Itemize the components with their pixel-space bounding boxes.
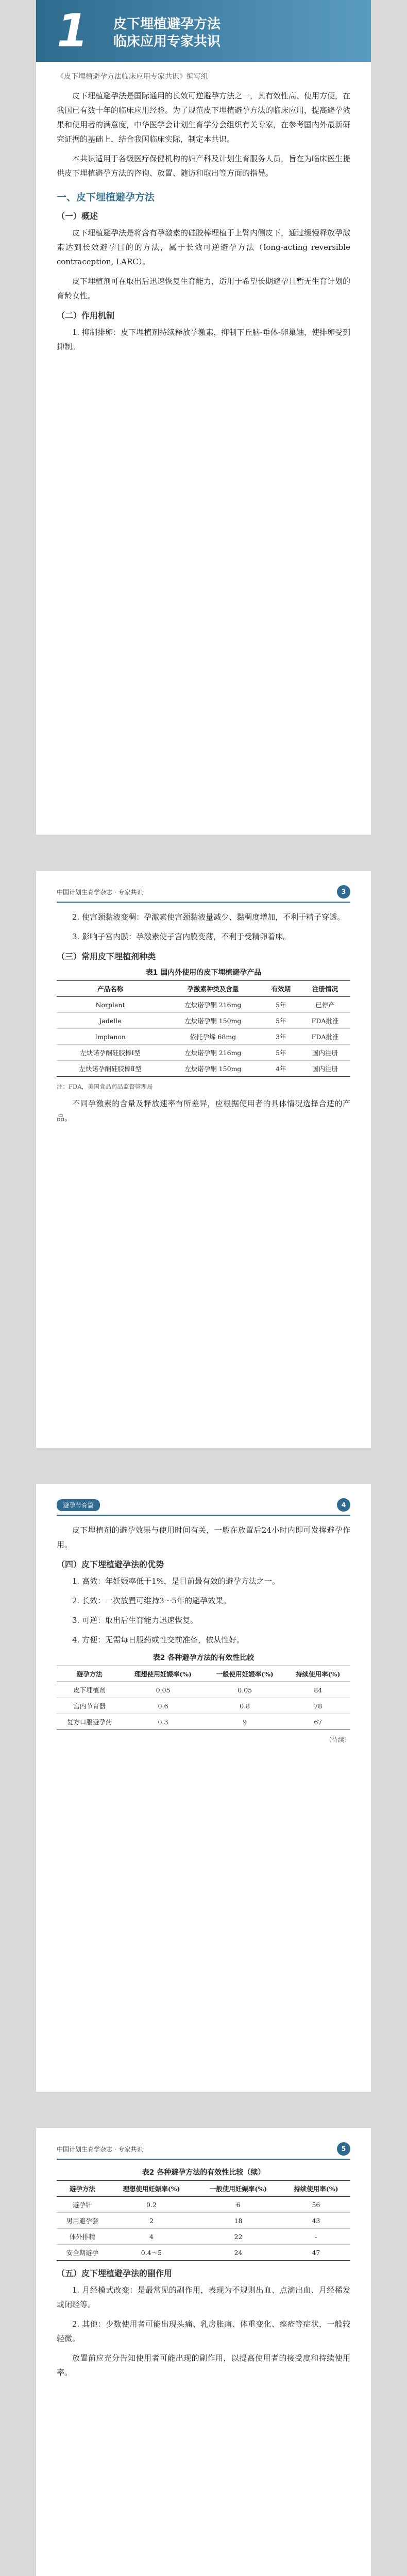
- subsection-heading: （三）常用皮下埋植剂种类: [57, 952, 156, 961]
- table-cell: 左炔诺孕酮 216mg: [164, 997, 262, 1013]
- table-cell: 78: [286, 1698, 350, 1714]
- page-number: 5: [337, 2142, 350, 2156]
- subsection-heading: （五）皮下埋植避孕法的副作用: [57, 2268, 173, 2278]
- table-cell: 47: [282, 2245, 350, 2261]
- table-cell: 已停产: [300, 997, 350, 1013]
- table-row: [57, 997, 350, 1013]
- table-header: 注册情况: [300, 981, 350, 997]
- paragraph: 2. 使宫颈黏液变稠：孕激素使宫颈黏液量减少、黏稠度增加，不利于精子穿透。: [72, 912, 345, 922]
- table-cell: 5年: [262, 1045, 300, 1061]
- page-number: 3: [337, 885, 350, 899]
- paragraph: 1. 抑制排卵：皮下埋植剂持续释放孕激素，抑制下丘脑-垂体-卵巢轴，使排卵受到抑制。: [57, 328, 350, 351]
- table-cell: 0.05: [204, 1682, 286, 1698]
- table-header: 产品名称: [57, 981, 164, 997]
- table-caption: 表2 各种避孕方法的有效性比较（续）: [142, 2168, 265, 2177]
- page-1: [36, 0, 371, 835]
- table-cell: FDA批准: [300, 1013, 350, 1029]
- effectiveness-table-continued: [57, 2180, 350, 2261]
- paragraph: 3. 影响子宫内膜：孕激素使子宫内膜变薄，不利于受精卵着床。: [72, 932, 291, 941]
- subsection-heading: （一）概述: [57, 211, 98, 221]
- subsection-heading: （四）皮下埋植避孕法的优势: [57, 1560, 164, 1569]
- table-cell: 体外排精: [57, 2229, 108, 2245]
- table-cell: 0.8: [204, 1698, 286, 1714]
- chapter-title: [113, 15, 221, 50]
- paragraph: 4. 方便：无需每日服药或性交前准备，依从性好。: [72, 1635, 245, 1645]
- table-note: 注：FDA，美国食品药品监督管理局: [57, 1083, 153, 1090]
- product-table: [57, 980, 350, 1077]
- table-cell: 5年: [262, 997, 300, 1013]
- table-cell: 9: [204, 1714, 286, 1730]
- table-cell: 宫内节育器: [57, 1698, 122, 1714]
- table-row: [57, 2197, 350, 2213]
- table-cell: 国内注册: [300, 1061, 350, 1077]
- table-row: [57, 1714, 350, 1730]
- paragraph: 1. 高效：年妊娠率低于1%，是目前最有效的避孕方法之一。: [72, 1577, 280, 1586]
- table-cell: 左炔诺孕酮 150mg: [164, 1013, 262, 1029]
- table-cell: 0.2: [108, 2197, 195, 2213]
- table-cell: 安全期避孕: [57, 2245, 108, 2261]
- table-cell: 皮下埋植剂: [57, 1682, 122, 1698]
- table-cell: 依托孕烯 68mg: [164, 1029, 262, 1045]
- table-cell: 左炔诺孕酮 216mg: [164, 1045, 262, 1061]
- table-cell: Norplant: [57, 997, 164, 1013]
- table-cell: 左炔诺孕酮 150mg: [164, 1061, 262, 1077]
- table-row: [57, 1698, 350, 1714]
- table-row: [57, 2213, 350, 2229]
- table-row: [57, 1029, 350, 1045]
- table-row: [57, 2229, 350, 2245]
- table-cell: 84: [286, 1682, 350, 1698]
- chapter-number: 1: [57, 4, 89, 57]
- table-cell: Implanon: [57, 1029, 164, 1045]
- table-header: 避孕方法: [57, 1666, 122, 1682]
- page-2: [36, 871, 371, 1448]
- table-cell: 男用避孕套: [57, 2213, 108, 2229]
- table-cell: 0.05: [122, 1682, 204, 1698]
- paragraph: 2. 其他：少数使用者可能出现头痛、乳房胀痛、体重变化、痤疮等症状，一般较轻微。: [57, 2319, 350, 2343]
- table-header: 一般使用妊娠率(%): [204, 1666, 286, 1682]
- subsection-heading: （二）作用机制: [57, 311, 115, 320]
- table-cell: 2: [108, 2213, 195, 2229]
- table-header: 避孕方法: [57, 2181, 108, 2197]
- title-line-1: 皮下埋植避孕方法: [113, 16, 221, 32]
- table-cell: 24: [195, 2245, 282, 2261]
- table-header: 有效期: [262, 981, 300, 997]
- table-row: [57, 1013, 350, 1029]
- table-cell: 4年: [262, 1061, 300, 1077]
- section-heading: 一、皮下埋植避孕方法: [57, 192, 155, 203]
- author-line: 《皮下埋植避孕方法临床应用专家共识》编写组: [57, 73, 208, 81]
- table-cell: 5年: [262, 1013, 300, 1029]
- table-cell: -: [282, 2229, 350, 2245]
- paragraph: 皮下埋植剂的避孕效果与使用时间有关，一般在放置后24小时内即可发挥避孕作用。: [57, 1526, 350, 1549]
- table-row: [57, 1682, 350, 1698]
- table-cell: 避孕针: [57, 2197, 108, 2213]
- page-number: 4: [337, 1498, 350, 1512]
- table-cell: 18: [195, 2213, 282, 2229]
- table-row: [57, 2245, 350, 2261]
- table-cell: 67: [286, 1714, 350, 1730]
- table-header: 持续使用率(%): [282, 2181, 350, 2197]
- page-3: [36, 1484, 371, 2092]
- table-cell: 左炔诺孕酮硅胶棒Ⅰ型: [57, 1045, 164, 1061]
- paragraph: 皮下埋植剂可在取出后迅速恢复生育能力，适用于希望长期避孕且暂无生育计划的育龄女性。: [57, 277, 351, 300]
- table-cell: 0.6: [122, 1698, 204, 1714]
- table-cell: 43: [282, 2213, 350, 2229]
- running-header-title: 中国计划生育学杂志 · 专家共识: [57, 888, 143, 896]
- table-header: 持续使用率(%): [286, 1666, 350, 1682]
- paragraph: 3. 可逆：取出后生育能力迅速恢复。: [72, 1616, 198, 1625]
- paragraph: 皮下埋植避孕法是国际通用的长效可逆避孕方法之一，其有效性高、使用方便，在我国已有数十年的临床应用经验。为了规范皮下埋植避孕方法的临床应用，提高避孕效果和使用者的满意度，中华医学会计划生育学分会组织有关专家，在参考国内外最新研究证据的基础上，结合我国临床实际，制定本共识。: [57, 91, 351, 144]
- running-header: [57, 1498, 350, 1516]
- running-header-title: 中国计划生育学杂志 · 专家共识: [57, 2145, 143, 2153]
- table-cell: 4: [108, 2229, 195, 2245]
- table-cell: 22: [195, 2229, 282, 2245]
- page-4: [36, 2128, 371, 2576]
- table-cell: 国内注册: [300, 1045, 350, 1061]
- continued-note: （待续）: [325, 1736, 350, 1743]
- paragraph: 本共识适用于各级医疗保健机构的妇产科及计划生育服务人员，旨在为临床医生提供皮下埋植避孕方法的咨询、放置、随访和取出等方面的指导。: [57, 154, 351, 178]
- table-cell: Jadelle: [57, 1013, 164, 1029]
- table-cell: 复方口服避孕药: [57, 1714, 122, 1730]
- table-cell: FDA批准: [300, 1029, 350, 1045]
- table-cell: 左炔诺孕酮硅胶棒Ⅱ型: [57, 1061, 164, 1077]
- table-caption: 表1 国内外使用的皮下埋植避孕产品: [145, 969, 262, 977]
- table-cell: 6: [195, 2197, 282, 2213]
- paragraph: 不同孕激素的含量及释放速率有所差异，应根据使用者的具体情况选择合适的产品。: [57, 1099, 350, 1123]
- title-line-2: 临床应用专家共识: [113, 34, 221, 49]
- running-header: [57, 2142, 350, 2160]
- table-row: [57, 1045, 350, 1061]
- running-header: [57, 885, 350, 903]
- table-header: 理想使用妊娠率(%): [108, 2181, 195, 2197]
- table-header: 孕激素种类及含量: [164, 981, 262, 997]
- paragraph: 放置前应充分告知使用者可能出现的副作用，以提高使用者的接受度和持续使用率。: [57, 2353, 350, 2377]
- table-header: 理想使用妊娠率(%): [122, 1666, 204, 1682]
- table-header: 一般使用妊娠率(%): [195, 2181, 282, 2197]
- table-caption: 表2 各种避孕方法的有效性比较: [152, 1654, 255, 1662]
- paragraph: 1. 月经模式改变：是最常见的副作用，表现为不规则出血、点滴出血、月经稀发或闭经等。: [57, 2285, 350, 2309]
- table-cell: 0.4～5: [108, 2245, 195, 2261]
- paragraph: 皮下埋植避孕法是将含有孕激素的硅胶棒埋植于上臂内侧皮下，通过缓慢释放孕激素达到长效避孕目的的方法，属于长效可逆避孕方法（long-acting reversible contraception, LARC）。: [57, 228, 351, 266]
- section-tag: 避孕节育篇: [57, 1499, 100, 1511]
- table-row: [57, 1061, 350, 1077]
- title-banner: [36, 0, 371, 62]
- table-cell: 3年: [262, 1029, 300, 1045]
- paragraph: 2. 长效：一次放置可维持3～5年的避孕效果。: [72, 1596, 231, 1605]
- table-cell: 0.3: [122, 1714, 204, 1730]
- table-cell: 56: [282, 2197, 350, 2213]
- effectiveness-table: [57, 1666, 350, 1730]
